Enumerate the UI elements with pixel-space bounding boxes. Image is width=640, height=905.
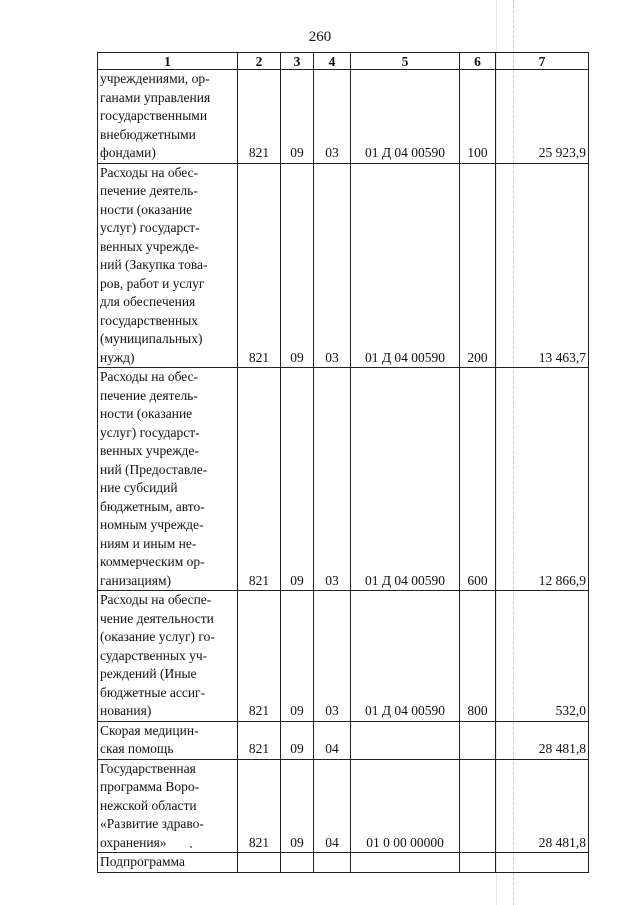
row-code-3: 09	[281, 591, 314, 722]
table-row	[98, 853, 589, 873]
row-code-2: 821	[238, 368, 281, 591]
header-col-2: 2	[238, 53, 281, 70]
row-code-4	[314, 853, 351, 873]
row-code-5	[351, 853, 460, 873]
header-col-3: 3	[281, 53, 314, 70]
row-code-6	[460, 721, 496, 759]
header-col-4: 4	[314, 53, 351, 70]
row-code-4: 03	[314, 163, 351, 368]
row-code-5: 01 Д 04 00590	[351, 591, 460, 722]
row-code-4: 04	[314, 759, 351, 853]
row-code-2: 821	[238, 70, 281, 164]
row-code-4: 03	[314, 591, 351, 722]
table-row	[98, 368, 589, 591]
row-code-4: 04	[314, 721, 351, 759]
row-amount: 25 923,9	[496, 70, 589, 164]
row-code-3: 09	[281, 759, 314, 853]
row-name: учреждениями, ор- ганами управления государственными внебюджетными фондами)	[98, 70, 238, 164]
table-row	[98, 759, 589, 853]
header-col-7: 7	[496, 53, 589, 70]
row-code-2: 821	[238, 163, 281, 368]
row-code-3: 09	[281, 721, 314, 759]
row-code-6	[460, 853, 496, 873]
table-row	[98, 721, 589, 759]
budget-table	[97, 52, 589, 873]
row-name: Расходы на обеспе- чение деятельности (оказание услуг) го- сударственных уч- реждений (Иные бюджетные ассиг- нования)	[98, 591, 238, 722]
row-code-6	[460, 759, 496, 853]
row-name: Расходы на обес- печение деятель- ности (оказание услуг) государст- венных учрежде- ний (Предоставле- ние субсидий бюджетным, авто- номным учрежде- ниям и иным не- коммерческим ор- ганизациям)	[98, 368, 238, 591]
row-code-3: 09	[281, 163, 314, 368]
row-code-5: 01 Д 04 00590	[351, 70, 460, 164]
row-code-5	[351, 721, 460, 759]
page-number: 260	[308, 29, 332, 45]
row-code-6: 200	[460, 163, 496, 368]
row-amount	[496, 853, 589, 873]
row-code-4: 03	[314, 70, 351, 164]
row-code-4: 03	[314, 368, 351, 591]
header-col-5: 5	[351, 53, 460, 70]
table-row	[98, 591, 589, 722]
row-amount: 12 866,9	[496, 368, 589, 591]
row-name: Подпрограмма	[98, 853, 238, 873]
row-code-6: 600	[460, 368, 496, 591]
row-code-3: 09	[281, 70, 314, 164]
table-row	[98, 70, 589, 164]
row-code-2: 821	[238, 591, 281, 722]
table-row	[98, 163, 589, 368]
row-code-5: 01 Д 04 00590	[351, 368, 460, 591]
row-amount: 532,0	[496, 591, 589, 722]
row-name: Государственная программа Воро- нежской области «Развитие здраво- охранения»	[98, 759, 238, 853]
scan-speck	[190, 846, 192, 848]
row-code-2: 821	[238, 759, 281, 853]
row-code-6: 100	[460, 70, 496, 164]
table-header-row	[98, 53, 589, 70]
row-code-5: 01 Д 04 00590	[351, 163, 460, 368]
header-col-1: 1	[98, 53, 238, 70]
row-amount: 13 463,7	[496, 163, 589, 368]
row-code-3	[281, 853, 314, 873]
row-code-3: 09	[281, 368, 314, 591]
row-code-6: 800	[460, 591, 496, 722]
row-name: Скорая медицин- ская помощь	[98, 721, 238, 759]
row-amount: 28 481,8	[496, 721, 589, 759]
row-amount: 28 481,8	[496, 759, 589, 853]
header-col-6: 6	[460, 53, 496, 70]
row-code-2	[238, 853, 281, 873]
row-code-5: 01 0 00 00000	[351, 759, 460, 853]
row-code-2: 821	[238, 721, 281, 759]
row-name: Расходы на обес- печение деятель- ности (оказание услуг) государст- венных учрежде- ний (Закупка това- ров, работ и услуг для обеспечения государственных (муниципальных) нужд)	[98, 163, 238, 368]
